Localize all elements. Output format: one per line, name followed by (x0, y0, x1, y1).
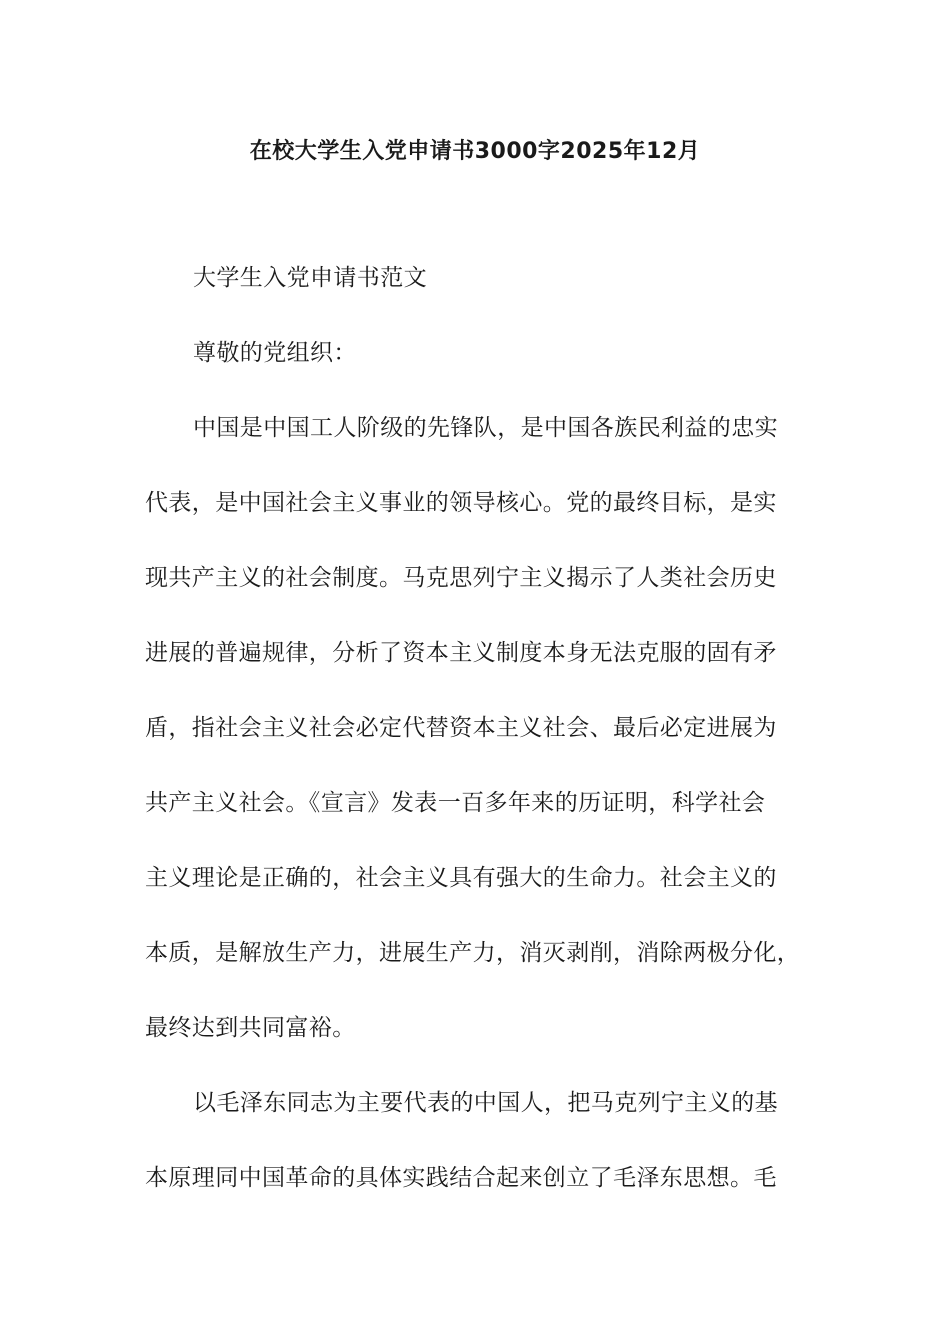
paragraph-line: 最终达到共同富裕。 (145, 1015, 356, 1041)
paragraph-line: 盾，指社会主义社会必定代替资本主义社会、最后必定进展为 (145, 715, 777, 741)
salutation: 尊敬的党组织： (193, 340, 357, 366)
paragraph-line: 中国是中国工人阶级的先锋队，是中国各族民利益的忠实 (193, 415, 778, 441)
paragraph-line: 共产主义社会。《宣言》发表一百多年来的历证明，科学社会 (145, 790, 766, 816)
paragraph-line: 代表，是中国社会主义事业的领导核心。党的最终目标，是实 (145, 490, 777, 516)
paragraph-line: 本原理同中国革命的具体实践结合起来创立了毛泽东思想。毛 (145, 1165, 777, 1191)
paragraph-line: 以毛泽东同志为主要代表的中国人，把马克列宁主义的基 (193, 1090, 778, 1116)
paragraph-line: 本质，是解放生产力，进展生产力，消灭剥削，消除两极分化， (145, 940, 801, 966)
paragraph-line: 主义理论是正确的，社会主义具有强大的生命力。社会主义的 (145, 865, 777, 891)
document-title: 在校大学生入党申请书3000字2025年12月 (249, 139, 701, 164)
paragraph-line: 进展的普遍规律，分析了资本主义制度本身无法克服的固有矛 (145, 640, 777, 666)
paragraph-line: 现共产主义的社会制度。马克思列宁主义揭示了人类社会历史 (145, 565, 777, 591)
section-heading: 大学生入党申请书范文 (193, 265, 427, 291)
